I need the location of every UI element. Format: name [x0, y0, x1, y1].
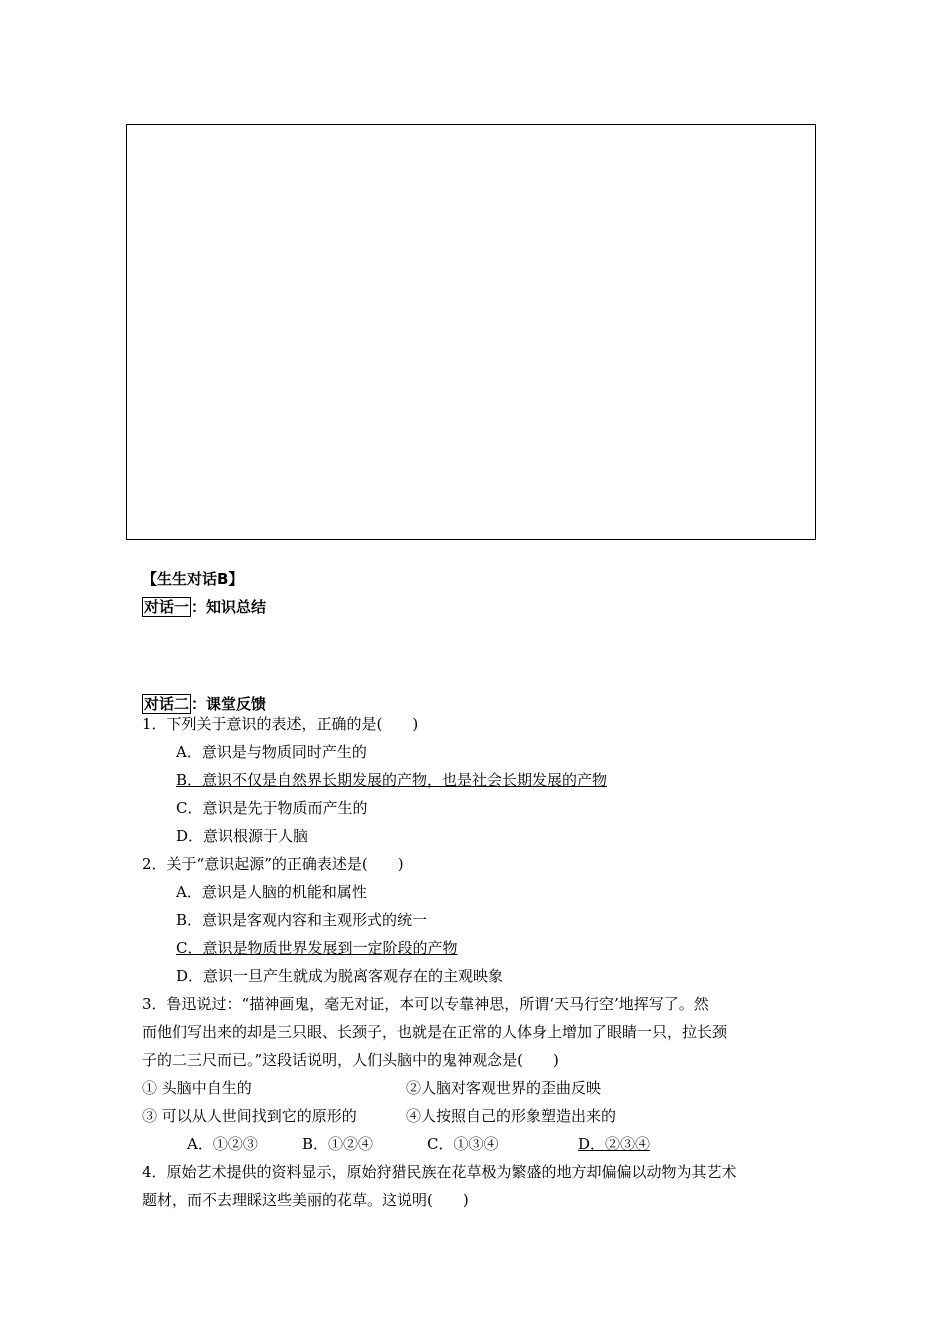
q1-option-b: B．意识不仅是自然界长期发展的产物，也是社会长期发展的产物 — [176, 771, 608, 789]
q3-item-4: ④人按照自己的形象塑造出来的 — [406, 1107, 617, 1125]
section-title: 【生生对话B】 — [142, 570, 244, 588]
q2-option-b: B．意识是客观内容和主观形式的统一 — [176, 911, 428, 929]
q3-item-2: ②人脑对客观世界的歪曲反映 — [406, 1079, 602, 1097]
q1-option-c: C．意识是先于物质而产生的 — [176, 799, 368, 817]
q4-stem-line2: 题材，而不去理睬这些美丽的花草。这说明( ) — [142, 1191, 469, 1209]
q2-stem: 2．关于“意识起源”的正确表述是( ) — [142, 855, 404, 873]
dialog2-title: ：课堂反馈 — [191, 695, 267, 713]
q3-item-3: ③ 可以从人世间找到它的原形的 — [142, 1107, 357, 1125]
q1-option-d: D．意识根源于人脑 — [176, 827, 309, 845]
dialog2-heading — [142, 693, 266, 714]
q3-stem-line3: 子的二三尺而已。”这段话说明，人们头脑中的鬼神观念是( ) — [142, 1051, 559, 1069]
q3-item-1: ① 头脑中自生的 — [142, 1079, 252, 1097]
q3-choice-d: D．②③④ — [578, 1135, 651, 1153]
q3-choice-c: C．①③④ — [427, 1135, 499, 1153]
q2-option-c: C．意识是物质世界发展到一定阶段的产物 — [176, 939, 458, 957]
dialog1-title: ：知识总结 — [191, 598, 267, 616]
q3-choice-a: A．①②③ — [187, 1135, 258, 1153]
dialog1-heading — [142, 596, 266, 617]
q3-choice-b: B．①②④ — [302, 1135, 374, 1153]
q3-stem-line2: 而他们写出来的却是三只眼、长颈子，也就是在正常的人体身上增加了眼睛一只，拉长颈 — [142, 1023, 728, 1041]
q1-option-a: A．意识是与物质同时产生的 — [176, 743, 367, 761]
dialog1-label: 对话一 — [144, 598, 190, 616]
q2-option-d: D．意识一旦产生就成为脱离客观存在的主观映象 — [176, 967, 504, 985]
q3-stem-line1: 3．鲁迅说过：“描神画鬼，毫无对证，本可以专靠神思，所谓‘天马行空’地挥写了。然 — [142, 995, 709, 1013]
q4-stem-line1: 4．原始艺术提供的资料显示，原始狩猎民族在花草极为繁盛的地方却偏偏以动物为其艺术 — [142, 1163, 737, 1181]
answer-box — [126, 124, 816, 540]
q2-option-a: A．意识是人脑的机能和属性 — [176, 883, 367, 901]
dialog2-label: 对话二 — [144, 695, 190, 713]
q1-stem: 1．下列关于意识的表述，正确的是( ) — [142, 715, 419, 733]
